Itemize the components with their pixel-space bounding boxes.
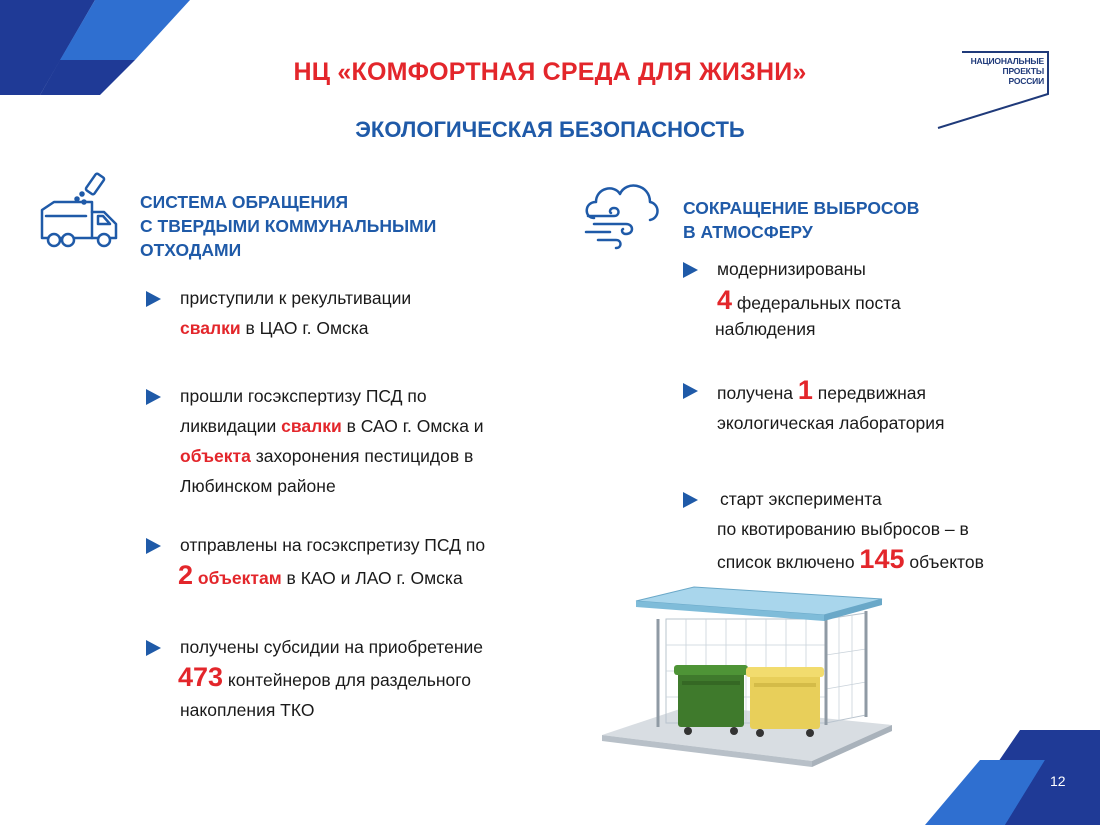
left-bullet-4: получены субсидии на приобретение 473 контейнеров для раздельного накопления ТКО bbox=[180, 632, 483, 725]
logo-text: НАЦИОНАЛЬНЫЕ ПРОЕКТЫ РОССИИ bbox=[970, 56, 1044, 86]
page-number: 12 bbox=[1050, 773, 1066, 789]
right-bullet-1: модернизированы 4 федеральных поста наблюдения bbox=[717, 254, 901, 339]
left-bullet-2: прошли госэкспертизу ПСД по ликвидации свалки в САО г. Омска и объекта захоронения пестицидов в Любинском районе bbox=[180, 381, 484, 501]
bullet-arrow-icon bbox=[146, 538, 161, 554]
right-section-title: СОКРАЩЕНИЕ ВЫБРОСОВ В АТМОСФЕРУ bbox=[683, 198, 920, 242]
right-bullet-3: старт эксперимента по квотированию выбросов – в список включено 145 объектов bbox=[717, 484, 984, 577]
bullet-arrow-icon bbox=[146, 291, 161, 307]
left-bullet-1: приступили к рекультивации свалки в ЦАО г. Омска bbox=[180, 283, 411, 343]
left-bullet-3: отправлены на госэкспретизу ПСД по 2 объектам в КАО и ЛАО г. Омска bbox=[180, 530, 485, 593]
garbage-truck-icon bbox=[36, 172, 126, 252]
right-bullet-2: получена 1 передвижная экологическая лаборатория bbox=[717, 375, 944, 438]
left-section-title: СИСТЕМА ОБРАЩЕНИЯ С ТВЕРДЫМИ КОММУНАЛЬНЫМИ ОТХОДАМИ bbox=[140, 192, 437, 260]
bullet-arrow-icon bbox=[683, 383, 698, 399]
bullet-arrow-icon bbox=[683, 492, 698, 508]
bullet-arrow-icon bbox=[146, 389, 161, 405]
cloud-wind-icon bbox=[580, 176, 664, 252]
bullet-arrow-icon bbox=[146, 640, 161, 656]
container-shelter-illustration bbox=[596, 585, 896, 767]
page-subtitle: ЭКОЛОГИЧЕСКАЯ БЕЗОПАСНОСТЬ bbox=[355, 117, 745, 142]
bullet-arrow-icon bbox=[683, 262, 698, 278]
page-title: НЦ «КОМФОРТНАЯ СРЕДА ДЛЯ ЖИЗНИ» bbox=[293, 58, 807, 86]
